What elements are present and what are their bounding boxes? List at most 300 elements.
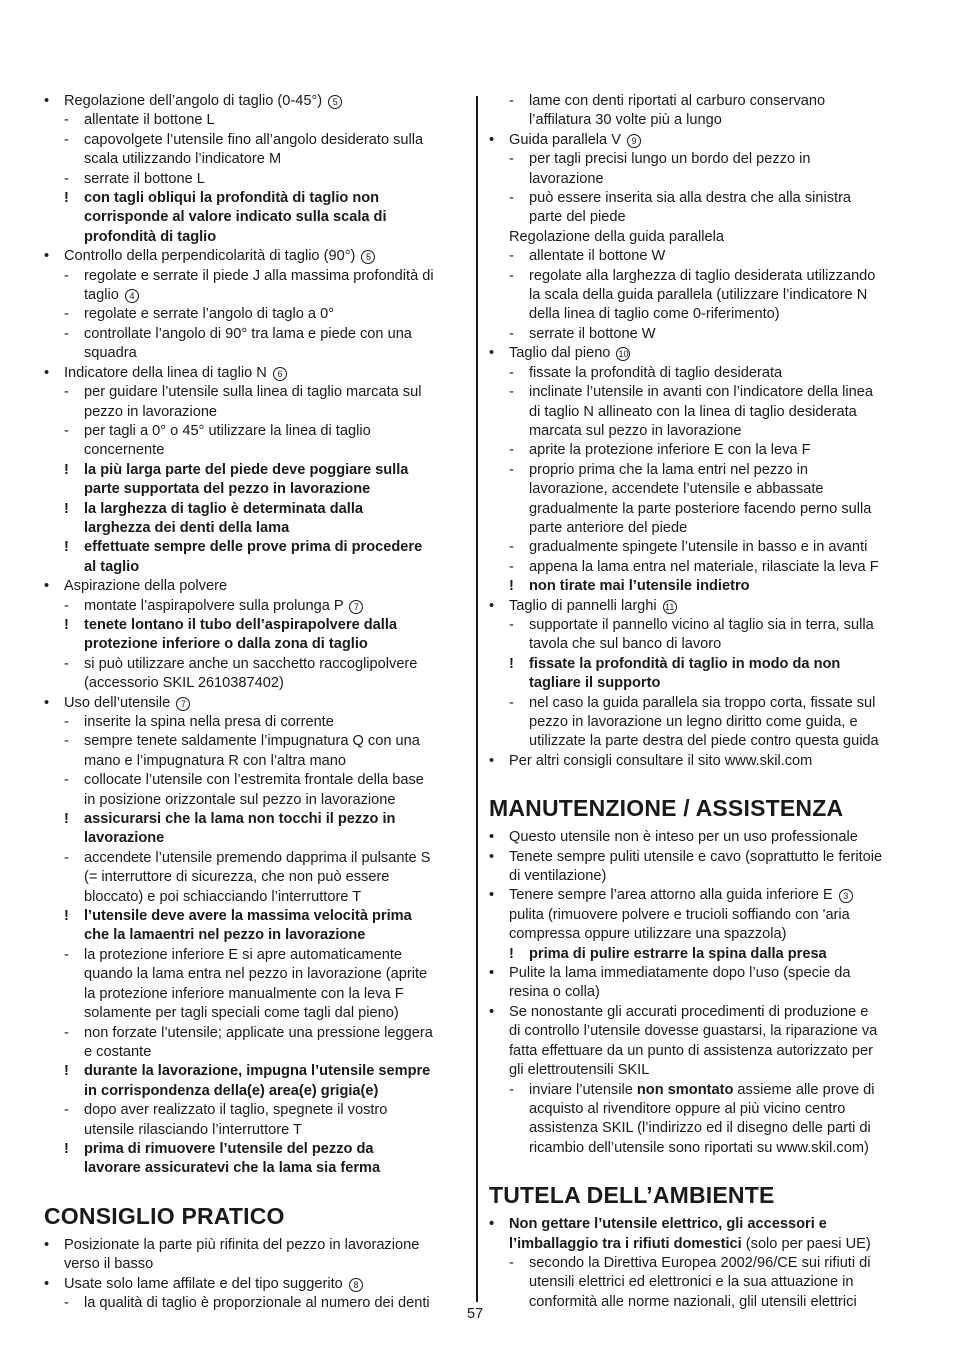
bullet-marker: •	[44, 248, 50, 265]
line-text: al taglio	[84, 558, 140, 575]
text-line	[44, 228, 466, 247]
text-line	[489, 1215, 913, 1234]
warning-marker: !	[64, 190, 69, 207]
line-text: con tagli obliqui la profondità di taglio non	[84, 190, 380, 207]
text-line	[489, 422, 913, 441]
text-line	[489, 828, 913, 847]
figure-ref-icon: 11	[663, 600, 677, 614]
dash-marker: -	[64, 1102, 69, 1119]
text-line	[44, 189, 466, 208]
text-line	[489, 1081, 913, 1100]
text-line	[489, 983, 913, 1002]
text-line	[489, 208, 913, 227]
warning-marker: !	[64, 500, 69, 517]
line-text: Non gettare l’utensile elettrico, gli accessori e	[509, 1216, 827, 1233]
text-line	[489, 383, 913, 402]
line-text: tagliare il supporto	[529, 675, 661, 692]
line-text: inclinate l’utensile in avanti con l’indicatore della linea	[529, 384, 873, 401]
line-text: parte del piede	[529, 209, 626, 226]
line-text: allentate il bottone W	[529, 248, 666, 265]
line-text: compressa oppure utilizzare una spazzola)	[509, 926, 787, 943]
line-text: la più larga parte del piede deve poggiare sulla	[84, 461, 409, 478]
line-text: scala utilizzando l’indicatore M	[84, 151, 282, 168]
text-line	[489, 655, 913, 674]
line-text-rest: assieme alle prove di	[733, 1081, 875, 1098]
line-text: corrisponde al valore indicato sulla scala di	[84, 209, 387, 226]
bullet-marker: •	[489, 848, 495, 865]
line-text: Guida parallela V	[509, 131, 621, 148]
text-line	[489, 713, 913, 732]
line-text: resina o colla)	[509, 984, 600, 1001]
dash-marker: -	[509, 616, 514, 633]
text-line	[44, 150, 466, 169]
line-text: non forzate l’utensile; applicate una pressione leggera	[84, 1024, 433, 1041]
line-text: gli elettroutensili SKIL	[509, 1062, 650, 1079]
text-line	[489, 558, 913, 577]
text-line	[489, 867, 913, 886]
text-line	[489, 1235, 913, 1254]
line-text: Posizionate la parte più rifinita del pezzo in lavorazione	[64, 1236, 420, 1253]
line-text: utensili elettrici ed elettronici e la sua attuazione in	[529, 1274, 854, 1291]
dash-marker: -	[509, 558, 514, 575]
line-text: mano e l’impugnatura R con l’altra mano	[84, 752, 347, 769]
text-line	[489, 325, 913, 344]
text-line	[44, 907, 466, 926]
left-column	[44, 92, 466, 1313]
text-line	[44, 500, 466, 519]
figure-ref-icon: 3	[839, 889, 853, 903]
text-line	[489, 538, 913, 557]
text-line	[489, 267, 913, 286]
text-line	[44, 267, 466, 286]
text-line	[44, 674, 466, 693]
bullet-marker: •	[489, 1216, 495, 1233]
line-text: sempre tenete saldamente l’impugnatura Q con una	[84, 733, 420, 750]
line-text: la protezione inferiore manualmente con la leva F	[84, 985, 404, 1002]
text-line	[489, 1293, 913, 1312]
text-line	[44, 480, 466, 499]
line-text: marcata sul pezzo in lavorazione	[529, 422, 742, 439]
text-line	[489, 364, 913, 383]
text-line	[489, 519, 913, 538]
warning-marker: !	[64, 539, 69, 556]
line-text: fatta effettuare da un punto di assistenza autorizzato per	[509, 1042, 874, 1059]
line-text: Regolazione della guida parallela	[509, 228, 725, 245]
line-text: la scala della guida parallela (utilizzare l’indicatore N	[529, 287, 868, 304]
text-line	[489, 111, 913, 130]
text-line	[44, 286, 466, 305]
line-text: può essere inserita sia alla destra che alla sinistra	[529, 190, 852, 207]
warning-marker: !	[64, 1140, 69, 1157]
bullet-marker: •	[489, 887, 495, 904]
bullet-marker: •	[489, 597, 495, 614]
text-line	[44, 888, 466, 907]
dash-marker: -	[64, 597, 69, 614]
text-line	[44, 461, 466, 480]
line-text: montate l’aspirapolvere sulla prolunga P	[84, 597, 344, 614]
text-line	[44, 635, 466, 654]
line-text: che la lamaentri nel pezzo in lavorazione	[84, 927, 366, 944]
text-line	[489, 1254, 913, 1273]
text-line	[44, 1043, 466, 1062]
text-line	[44, 577, 466, 596]
dash-marker: -	[509, 442, 514, 459]
text-line	[489, 92, 913, 111]
text-line	[44, 829, 466, 848]
line-text: aprite la protezione inferiore E con la leva F	[529, 442, 811, 459]
line-text: gradualmente la parte posteriore facendo perno sulla	[529, 500, 872, 517]
text-line	[44, 616, 466, 635]
text-line	[44, 849, 466, 868]
figure-ref-icon: 9	[627, 134, 641, 148]
dash-marker: -	[64, 422, 69, 439]
line-text: e costante	[84, 1043, 152, 1060]
text-line	[44, 985, 466, 1004]
line-text: per tagli a 0° o 45° utilizzare la linea di taglio	[84, 422, 371, 439]
bullet-marker: •	[489, 752, 495, 769]
bullet-marker: •	[489, 131, 495, 148]
line-text: per guidare l’utensile sulla linea di taglio marcata sul	[84, 384, 422, 401]
text-line	[489, 964, 913, 983]
text-line	[489, 228, 913, 247]
warning-marker: !	[64, 616, 69, 633]
line-text: lavorazione, accendete l’utensile e abbassate	[529, 481, 824, 498]
warning-marker: !	[64, 1063, 69, 1080]
line-text: concernente	[84, 442, 165, 459]
warning-marker: !	[509, 578, 514, 595]
text-line	[44, 111, 466, 130]
text-line	[44, 208, 466, 227]
line-text: prima di rimuovere l’utensile del pezzo da	[84, 1140, 374, 1157]
bullet-marker: •	[44, 578, 50, 595]
text-line	[489, 635, 913, 654]
warning-marker: !	[509, 945, 514, 962]
text-line	[44, 558, 466, 577]
line-text: protezione inferiore o dalla zona di taglio	[84, 636, 368, 653]
text-line	[489, 480, 913, 499]
line-text: tenete lontano il tubo dell’aspirapolvere dalla	[84, 616, 398, 633]
line-text: taglio	[84, 287, 119, 304]
line-text: acquisto al rivenditore oppure al più vicino centro	[529, 1100, 846, 1117]
text-line	[489, 286, 913, 305]
line-text: assistenza SKIL (l’indirizzo ed il disegno delle parti di	[529, 1120, 871, 1137]
line-text: assicurarsi che la lama non tocchi il pezzo in	[84, 811, 396, 828]
text-line	[44, 519, 466, 538]
bullet-marker: •	[489, 345, 495, 362]
line-text: lavorazione	[529, 170, 604, 187]
text-line	[44, 868, 466, 887]
dash-marker: -	[509, 461, 514, 478]
text-line	[489, 1022, 913, 1041]
text-line	[44, 1140, 466, 1159]
line-text: pulita (rimuovere polvere e trucioli soffiando con 'aria	[509, 906, 850, 923]
line-text: dopo aver realizzato il taglio, spegnete il vostro	[84, 1102, 388, 1119]
dash-marker: -	[64, 655, 69, 672]
text-line	[44, 1121, 466, 1140]
warning-marker: !	[64, 461, 69, 478]
text-line	[489, 752, 913, 771]
text-line	[489, 886, 913, 905]
line-text: la qualità di taglio è proporzionale al numero dei denti	[84, 1294, 430, 1311]
dash-marker: -	[64, 112, 69, 129]
line-text: in posizione orizzontale sul pezzo in lavorazione	[84, 791, 396, 808]
line-text: pezzo in lavorazione	[84, 403, 218, 420]
line-text: Uso dell’utensile	[64, 694, 171, 711]
section-heading: CONSIGLIO PRATICO	[44, 1202, 285, 1229]
dash-marker: -	[509, 364, 514, 381]
line-text: serrate il bottone L	[84, 170, 205, 187]
dash-marker: -	[509, 1254, 514, 1271]
text-line	[489, 1119, 913, 1138]
dash-marker: -	[509, 1081, 514, 1098]
text-line	[44, 422, 466, 441]
line-text: larghezza dei denti della lama	[84, 519, 290, 536]
line-text: squadra	[84, 345, 137, 362]
line-text: tavola che sul banco di lavoro	[529, 636, 722, 653]
text-line	[44, 771, 466, 790]
dash-marker: -	[509, 93, 514, 109]
text-line	[44, 170, 466, 189]
dash-marker: -	[64, 170, 69, 187]
line-text: regolate alla larghezza di taglio desiderata utilizzando	[529, 267, 876, 284]
line-text: conformità alle norme nazionali, glil utensili elettrici	[529, 1293, 857, 1310]
line-text: prima di pulire estrarre la spina dalla presa	[529, 945, 827, 962]
line-text: proprio prima che la lama entri nel pezzo in	[529, 461, 809, 478]
line-text: si può utilizzare anche un sacchetto raccoglipolvere	[84, 655, 418, 672]
text-line	[44, 1294, 466, 1313]
figure-ref-icon: 7	[349, 600, 363, 614]
text-line	[489, 616, 913, 635]
bullet-marker: •	[489, 965, 495, 982]
text-line	[44, 1255, 466, 1274]
text-line	[44, 965, 466, 984]
text-line	[489, 403, 913, 422]
right-column	[489, 92, 913, 1312]
line-text: accendete l’utensile premendo dapprima il pulsante S	[84, 849, 431, 866]
section-heading: MANUTENZIONE / ASSISTENZA	[489, 795, 844, 822]
text-line	[489, 1139, 913, 1158]
line-text: l’utensile deve avere la massima velocità prima	[84, 908, 412, 925]
bullet-marker: •	[44, 694, 50, 711]
warning-marker: !	[64, 908, 69, 925]
line-text: di controllo l’utensile dovesse guastarsi, la riparazione va	[509, 1023, 878, 1040]
text-line	[44, 364, 466, 383]
bullet-marker: •	[44, 1236, 50, 1253]
emphasis-text: non smontato	[636, 1081, 734, 1098]
line-text: Taglio di pannelli larghi	[509, 597, 657, 614]
line-text: Tenere sempre l’area attorno alla guida inferiore E	[509, 887, 833, 904]
text-line	[44, 1236, 466, 1255]
text-line	[489, 131, 913, 150]
line-text: la larghezza di taglio è determinata dalla	[84, 500, 363, 517]
bullet-marker: •	[489, 829, 495, 846]
text-line	[44, 946, 466, 965]
line-text: lavorare assicuratevi che la lama sia ferma	[84, 1160, 381, 1177]
dash-marker: -	[64, 946, 69, 963]
line-text: inserite la spina nella presa di corrente	[84, 714, 334, 730]
text-line	[489, 848, 913, 867]
text-line	[489, 597, 913, 616]
dash-marker: -	[64, 733, 69, 750]
line-text: bloccato) e poi schiacciando l’interruttore T	[84, 888, 362, 905]
line-text: inviare l’utensile	[529, 1081, 637, 1098]
line-text: verso il basso	[64, 1256, 154, 1273]
figure-ref-icon: 7	[176, 697, 190, 711]
text-line	[44, 926, 466, 945]
text-line	[489, 170, 913, 189]
text-line	[489, 906, 913, 925]
figure-ref-icon: 10	[618, 349, 629, 360]
line-text: regolate e serrate l’angolo di taglo a 0°	[84, 306, 335, 323]
line-text: utilizzate la parte destra del piede contro questa guida	[529, 733, 879, 750]
bullet-marker: •	[489, 1003, 495, 1020]
dash-marker: -	[64, 1024, 69, 1041]
dash-marker: -	[64, 849, 69, 866]
figure-ref-icon: 8	[349, 1278, 363, 1292]
text-line	[489, 344, 913, 363]
text-line	[489, 247, 913, 266]
warning-marker: !	[64, 811, 69, 828]
line-text: Indicatore della linea di taglio N	[64, 364, 267, 381]
line-text-rest: (solo per paesi UE)	[741, 1235, 871, 1252]
text-line	[44, 1275, 466, 1294]
text-line	[489, 189, 913, 208]
text-line	[44, 247, 466, 266]
text-line	[44, 1159, 466, 1178]
line-text: Usate solo lame affilate e del tipo suggerito	[64, 1275, 343, 1292]
line-text: Regolazione dell’angolo di taglio (0-45°)	[64, 93, 323, 109]
bullet-marker: •	[44, 364, 50, 381]
text-line	[44, 1024, 466, 1043]
text-line	[489, 577, 913, 596]
line-text: collocate l’utensile con l’estremita frontale della base	[84, 772, 424, 789]
text-line	[489, 1273, 913, 1292]
text-line	[489, 1003, 913, 1022]
line-text: Per altri consigli consultare il sito www.skil.com	[509, 752, 813, 769]
text-line	[44, 713, 466, 732]
line-text: pezzo in lavorazione un legno diritto come guida, e	[529, 714, 858, 730]
text-line	[44, 1082, 466, 1101]
text-line	[44, 344, 466, 363]
text-line	[489, 694, 913, 713]
dash-marker: -	[64, 306, 69, 323]
text-line	[44, 694, 466, 713]
line-text: di taglio N allineato con la linea di taglio desiderata	[529, 403, 857, 420]
line-text: parte anteriore del piede	[529, 519, 688, 536]
line-text: lavorazione	[84, 830, 165, 847]
figure-ref-icon: 5	[328, 95, 342, 109]
dash-marker: -	[64, 131, 69, 148]
dash-marker: -	[509, 248, 514, 265]
text-line	[489, 461, 913, 480]
text-line	[44, 1004, 466, 1023]
line-text: Questo utensile non è inteso per un uso professionale	[509, 829, 858, 846]
text-line	[44, 383, 466, 402]
text-line	[44, 732, 466, 751]
figure-ref-icon: 5	[361, 250, 375, 264]
bullet-marker: •	[44, 93, 50, 109]
line-text: utensile rilasciando l’interruttore T	[84, 1121, 302, 1138]
line-text: (= interruttore di sicurezza, che non può essere	[84, 869, 390, 886]
line-text: gradualmente spingete l’utensile in basso e in avanti	[529, 539, 868, 556]
dash-marker: -	[509, 325, 514, 342]
line-text: di ventilazione)	[509, 868, 607, 885]
line-text: Aspirazione della polvere	[64, 578, 228, 595]
dash-marker: -	[64, 1294, 69, 1311]
dash-marker: -	[509, 190, 514, 207]
figure-ref-icon: 4	[125, 289, 139, 303]
column-divider	[476, 96, 478, 1302]
warning-marker: !	[509, 655, 514, 672]
line-text: Tenete sempre puliti utensile e cavo (soprattutto le feritoie	[509, 848, 883, 865]
text-line	[489, 1061, 913, 1080]
text-line	[44, 441, 466, 460]
dash-marker: -	[509, 694, 514, 711]
line-text: Controllo della perpendicolarità di taglio (90°)	[64, 248, 356, 265]
line-text: della linea di taglio come 0-riferimento)	[529, 306, 780, 323]
section-heading: TUTELA DELL’AMBIENTE	[489, 1182, 775, 1209]
line-text: l’imballaggio tra i rifiuti domestici	[509, 1235, 742, 1252]
text-line	[44, 305, 466, 324]
text-line	[489, 945, 913, 964]
dash-marker: -	[509, 539, 514, 556]
line-text: durante la lavorazione, impugna l’utensile sempre	[84, 1063, 431, 1080]
text-line	[44, 655, 466, 674]
dash-marker: -	[64, 772, 69, 789]
dash-marker: -	[64, 384, 69, 401]
line-text: secondo la Direttiva Europea 2002/96/CE sui rifiuti di	[529, 1254, 871, 1271]
text-line	[44, 810, 466, 829]
text-line	[489, 441, 913, 460]
text-line	[44, 403, 466, 422]
line-text: effettuate sempre delle prove prima di procedere	[84, 539, 423, 556]
figure-ref-icon: 6	[273, 367, 287, 381]
text-line	[489, 732, 913, 751]
text-line	[44, 791, 466, 810]
line-text: capovolgete l’utensile fino all’angolo desiderato sulla	[84, 131, 424, 148]
line-text: profondità di taglio	[84, 228, 217, 245]
bullet-marker: •	[44, 1275, 50, 1292]
line-text: ricambio dell’utensile sono riportati su www.skil.com)	[529, 1139, 869, 1156]
dash-marker: -	[509, 384, 514, 401]
line-text: fissate la profondità di taglio desiderata	[529, 364, 783, 381]
text-line	[44, 92, 466, 111]
line-text: in corrispondenza della(e) area(e) grigia(e)	[84, 1082, 379, 1099]
line-text: parte supportata del pezzo in lavorazione	[84, 481, 371, 498]
dash-marker: -	[64, 325, 69, 342]
dash-marker: -	[509, 151, 514, 168]
dash-marker: -	[64, 714, 69, 730]
line-text: (accessorio SKIL 2610387402)	[84, 675, 284, 692]
text-line	[44, 325, 466, 344]
line-text: regolate e serrate il piede J alla massima profondità di	[84, 267, 434, 284]
dash-marker: -	[509, 267, 514, 284]
text-line	[44, 1062, 466, 1081]
text-line	[44, 538, 466, 557]
line-text: per tagli precisi lungo un bordo del pezzo in	[529, 151, 811, 168]
line-text: supportate il pannello vicino al taglio sia in terra, sulla	[529, 616, 874, 633]
line-text: quando la lama entra nel pezzo in lavorazione (aprite	[84, 966, 428, 983]
line-text: fissate la profondità di taglio in modo da non	[529, 655, 841, 672]
line-text: l’affilatura 30 volte più a lungo	[529, 112, 722, 129]
line-text: Se nonostante gli accurati procedimenti di produzione e	[509, 1003, 869, 1020]
text-line	[489, 1042, 913, 1061]
line-text: serrate il bottone W	[529, 325, 656, 342]
page-number: 57	[467, 1306, 484, 1322]
line-text: non tirate mai l’utensile indietro	[529, 578, 750, 595]
text-line	[489, 1100, 913, 1119]
text-line	[44, 1101, 466, 1120]
